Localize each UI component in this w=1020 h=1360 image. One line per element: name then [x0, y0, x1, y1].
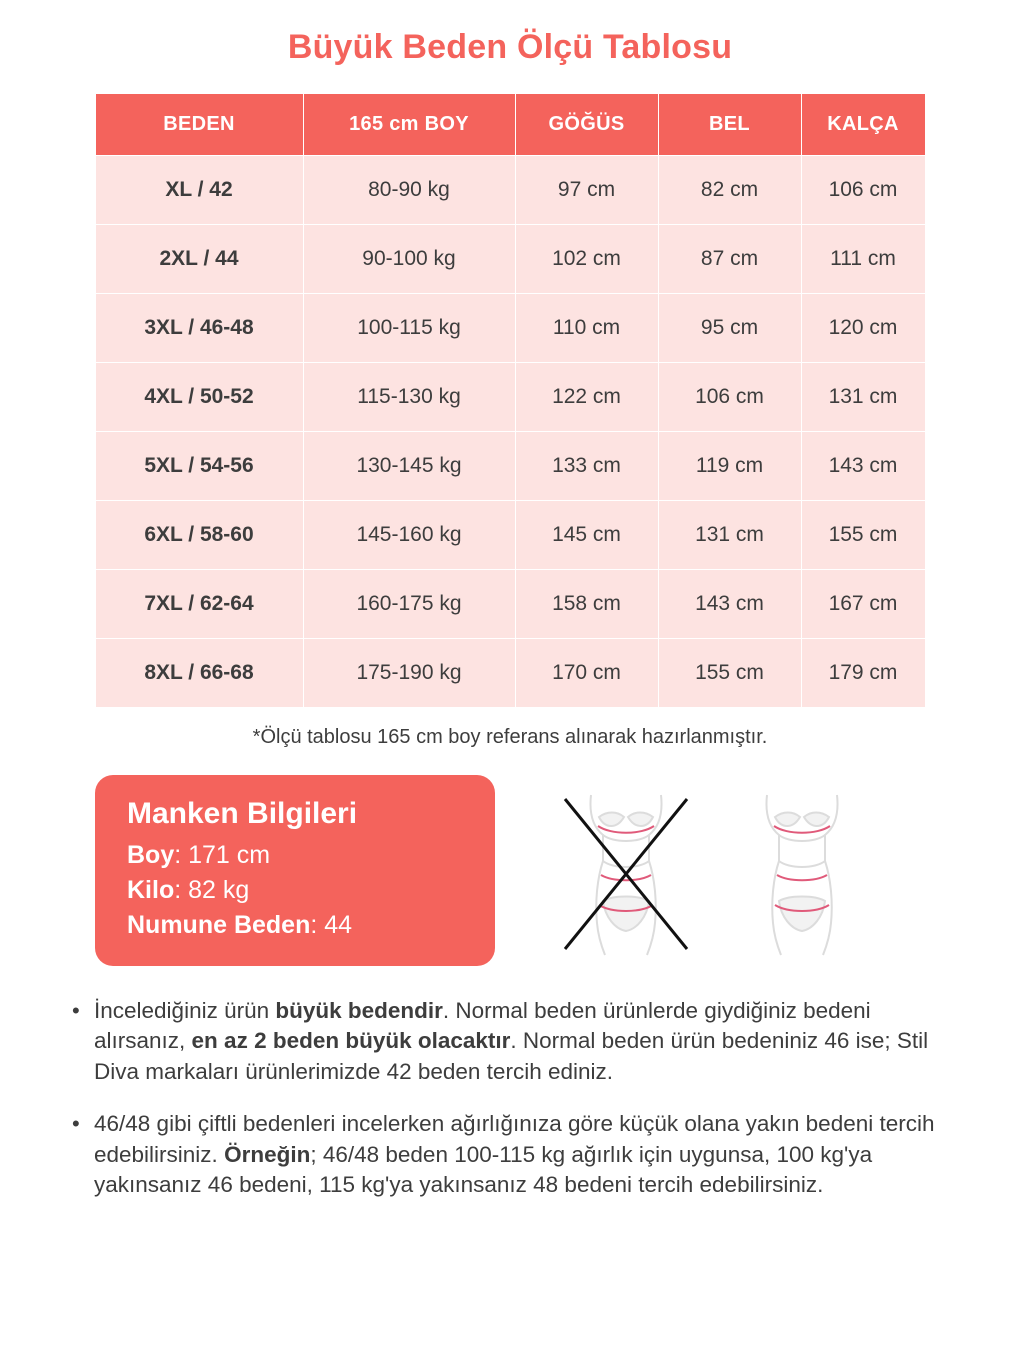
table-cell: 120 cm — [801, 294, 925, 363]
table-cell-size: 6XL / 58-60 — [95, 501, 303, 570]
note-item — [72, 996, 950, 1087]
table-cell: 119 cm — [658, 432, 801, 501]
table-row — [95, 363, 925, 432]
table-row — [95, 156, 925, 225]
table-cell-size: 8XL / 66-68 — [95, 639, 303, 708]
column-header-gogus: GÖĞÜS — [515, 94, 658, 156]
note-text-part: ; 46/48 beden 100-115 kg ağırlık için uygunsa, 100 kg'ya yakınsanız 46 bedeni, 115 kg'ya yakınsanız 48 bedeni tercih edebilirsiniz. — [94, 1141, 873, 1197]
correct-measurement-figure-icon — [727, 783, 877, 958]
note-text-part: 46/48 gibi çiftli bedenleri incelerken ağırlığınıza göre küçük olana yakın bedeni tercih edebilirsiniz. — [94, 1111, 935, 1167]
table-cell: 87 cm — [658, 225, 801, 294]
table-cell-size: 3XL / 46-48 — [95, 294, 303, 363]
table-cell: 100-115 kg — [303, 294, 515, 363]
page-title: Büyük Beden Ölçü Tablosu — [287, 28, 733, 66]
table-cell-size: 7XL / 62-64 — [95, 570, 303, 639]
model-weight: Kilo: 82 kg — [127, 876, 250, 904]
table-row — [95, 294, 925, 363]
table-cell: 167 cm — [801, 570, 925, 639]
table-cell: 179 cm — [801, 639, 925, 708]
model-info-row — [95, 775, 935, 966]
column-header-bel: BEL — [658, 94, 801, 156]
note-text — [94, 996, 950, 1087]
table-cell: 106 cm — [658, 363, 801, 432]
note-text-part: . Normal beden ürünlerde giydiğiniz bedeni alırsanız, — [94, 998, 871, 1054]
table-cell: 143 cm — [801, 432, 925, 501]
table-cell-size: 2XL / 44 — [95, 225, 303, 294]
model-info-card — [95, 775, 495, 966]
table-cell: 133 cm — [515, 432, 658, 501]
model-height: Boy: 171 cm — [127, 841, 271, 869]
table-cell: 111 cm — [801, 225, 925, 294]
table-cell: 90-100 kg — [303, 225, 515, 294]
table-cell: 145 cm — [515, 501, 658, 570]
note-item — [72, 1109, 950, 1200]
measurement-figures — [551, 783, 877, 958]
note-text-part: İncelediğiniz ürün — [94, 998, 276, 1023]
column-header-kalca: KALÇA — [801, 94, 925, 156]
table-row — [95, 570, 925, 639]
note-text-part: büyük bedendir — [275, 998, 443, 1023]
table-row — [95, 501, 925, 570]
table-cell: 95 cm — [658, 294, 801, 363]
size-table — [95, 93, 926, 708]
column-header-beden: BEDEN — [95, 94, 303, 156]
table-cell: 110 cm — [515, 294, 658, 363]
table-row — [95, 225, 925, 294]
table-cell: 131 cm — [658, 501, 801, 570]
model-info-heading: Manken Bilgileri — [127, 797, 358, 830]
note-text-part: Örneğin — [224, 1141, 311, 1167]
table-cell: 80-90 kg — [303, 156, 515, 225]
table-cell: 102 cm — [515, 225, 658, 294]
crossed-out-measurement-figure-icon — [551, 783, 701, 958]
note-text-part: en az 2 beden büyük olacaktır — [191, 1028, 511, 1054]
note-text — [94, 1109, 950, 1200]
bullet-dot-icon: • — [72, 998, 80, 1023]
table-cell: 160-175 kg — [303, 570, 515, 639]
table-cell: 130-145 kg — [303, 432, 515, 501]
table-row — [95, 639, 925, 708]
model-sample-size: Numune Beden: 44 — [127, 911, 353, 939]
notes-list — [72, 996, 950, 1200]
table-cell-size: XL / 42 — [95, 156, 303, 225]
note-text-part: . Normal beden ürün bedeniniz 46 ise; Stil Diva markaları ürünlerimizde 42 beden tercih ediniz. — [94, 1028, 929, 1084]
table-row — [95, 432, 925, 501]
table-cell: 145-160 kg — [303, 501, 515, 570]
table-cell-size: 4XL / 50-52 — [95, 363, 303, 432]
table-header-row — [95, 94, 925, 156]
table-cell: 115-130 kg — [303, 363, 515, 432]
table-cell-size: 5XL / 54-56 — [95, 432, 303, 501]
bullet-dot-icon: • — [72, 1111, 80, 1137]
table-cell: 131 cm — [801, 363, 925, 432]
table-cell: 170 cm — [515, 639, 658, 708]
table-cell: 158 cm — [515, 570, 658, 639]
table-cell: 82 cm — [658, 156, 801, 225]
table-cell: 143 cm — [658, 570, 801, 639]
table-cell: 175-190 kg — [303, 639, 515, 708]
table-footnote: *Ölçü tablosu 165 cm boy referans alınarak hazırlanmıştır. — [252, 726, 768, 748]
table-cell: 106 cm — [801, 156, 925, 225]
table-cell: 155 cm — [801, 501, 925, 570]
column-header-boy: 165 cm BOY — [303, 94, 515, 156]
table-cell: 97 cm — [515, 156, 658, 225]
table-cell: 155 cm — [658, 639, 801, 708]
table-cell: 122 cm — [515, 363, 658, 432]
